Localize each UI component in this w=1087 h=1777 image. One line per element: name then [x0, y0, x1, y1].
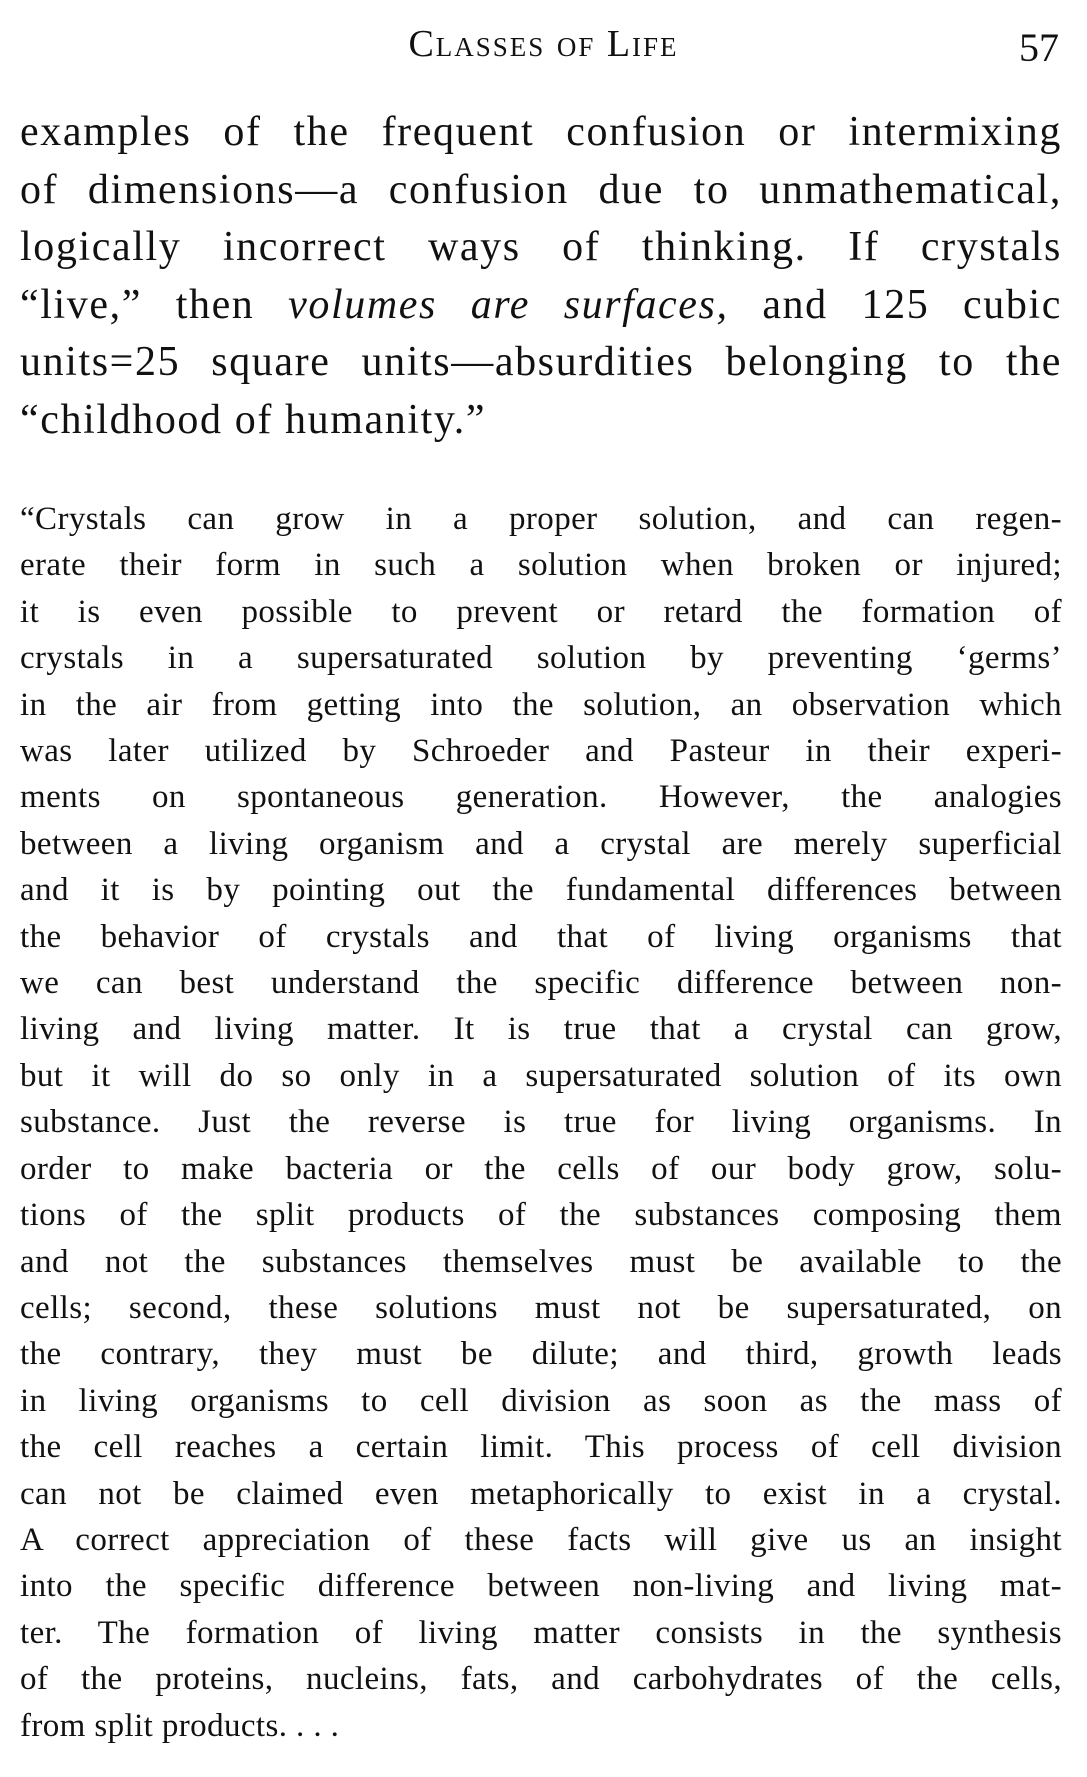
quote-line: in living organisms to cell division as soon as the mass of [20, 1382, 1062, 1419]
emphasis-volumes-are-surfaces: volumes are surfaces, [288, 281, 729, 328]
quote-line: the behavior of crystals and that of living organisms that [20, 918, 1062, 955]
body-line: logically incorrect ways of thinking. If crystals [20, 224, 1062, 270]
quote-line: “Crystals can grow in a proper solution, and can regen- [20, 501, 1062, 537]
quote-line: ments on spontaneous generation. However, the analogies [20, 779, 1062, 816]
quote-line: we can best understand the specific difference between non- [20, 965, 1062, 1002]
quote-line: living and living matter. It is true that a crystal can grow, [20, 1011, 1062, 1048]
body-line: examples of the frequent confusion or intermixing [20, 109, 1062, 155]
body-line-4-start: “live,” then [20, 281, 289, 328]
quote-line: the cell reaches a certain limit. This process of cell division [20, 1429, 1062, 1466]
quoted-passage [20, 496, 1062, 1749]
quote-line: in the air from getting into the solution, an observation which [20, 686, 1062, 723]
quote-line: tions of the split products of the substances composing them [20, 1197, 1062, 1234]
quote-line: substance. Just the reverse is true for living organisms. In [20, 1104, 1062, 1141]
quote-line: from split products. . . . [20, 1707, 340, 1744]
page-number: 57 [1019, 25, 1059, 70]
quote-line: ter. The formation of living matter consists in the synthesis [20, 1614, 1062, 1651]
quote-line: and not the substances themselves must be available to the [20, 1243, 1062, 1280]
quote-line: can not be claimed even metaphorically to exist in a crystal. [20, 1475, 1062, 1512]
quote-line: and it is by pointing out the fundamental differences between [20, 872, 1062, 909]
quote-line: between a living organism and a crystal are merely superficial [20, 825, 1062, 862]
quote-line: into the specific difference between non-living and living mat- [20, 1568, 1062, 1605]
quote-line: A correct appreciation of these facts will give us an insight [20, 1521, 1062, 1558]
body-line: “childhood of humanity.” [20, 396, 487, 443]
body-line-4-end: and 125 cubic [728, 281, 1062, 328]
body-line-with-emphasis [20, 277, 1062, 335]
quote-line: was later utilized by Schroeder and Pasteur in their experi- [20, 733, 1062, 770]
quote-line: erate their form in such a solution when broken or injured; [20, 547, 1062, 584]
quote-line: but it will do so only in a supersaturated solution of its own [20, 1057, 1062, 1094]
quote-line: cells; second, these solutions must not be supersaturated, on [20, 1289, 1062, 1326]
running-head [0, 18, 1087, 68]
quote-line: crystals in a supersaturated solution by preventing ‘germs’ [20, 640, 1062, 677]
running-title: Classes of Life [408, 23, 679, 65]
body-line: of dimensions—a confusion due to unmathematical, [20, 166, 1062, 213]
quote-line: order to make bacteria or the cells of our body grow, solu- [20, 1150, 1062, 1187]
quote-line: the contrary, they must be dilute; and third, growth leads [20, 1336, 1062, 1373]
quote-line: of the proteins, nucleins, fats, and carbohydrates of the cells, [20, 1661, 1062, 1698]
body-line: units=25 square units—absurdities belonging to the [20, 339, 1062, 385]
quote-line: it is even possible to prevent or retard the formation of [20, 593, 1062, 630]
body-paragraph [20, 104, 1062, 449]
